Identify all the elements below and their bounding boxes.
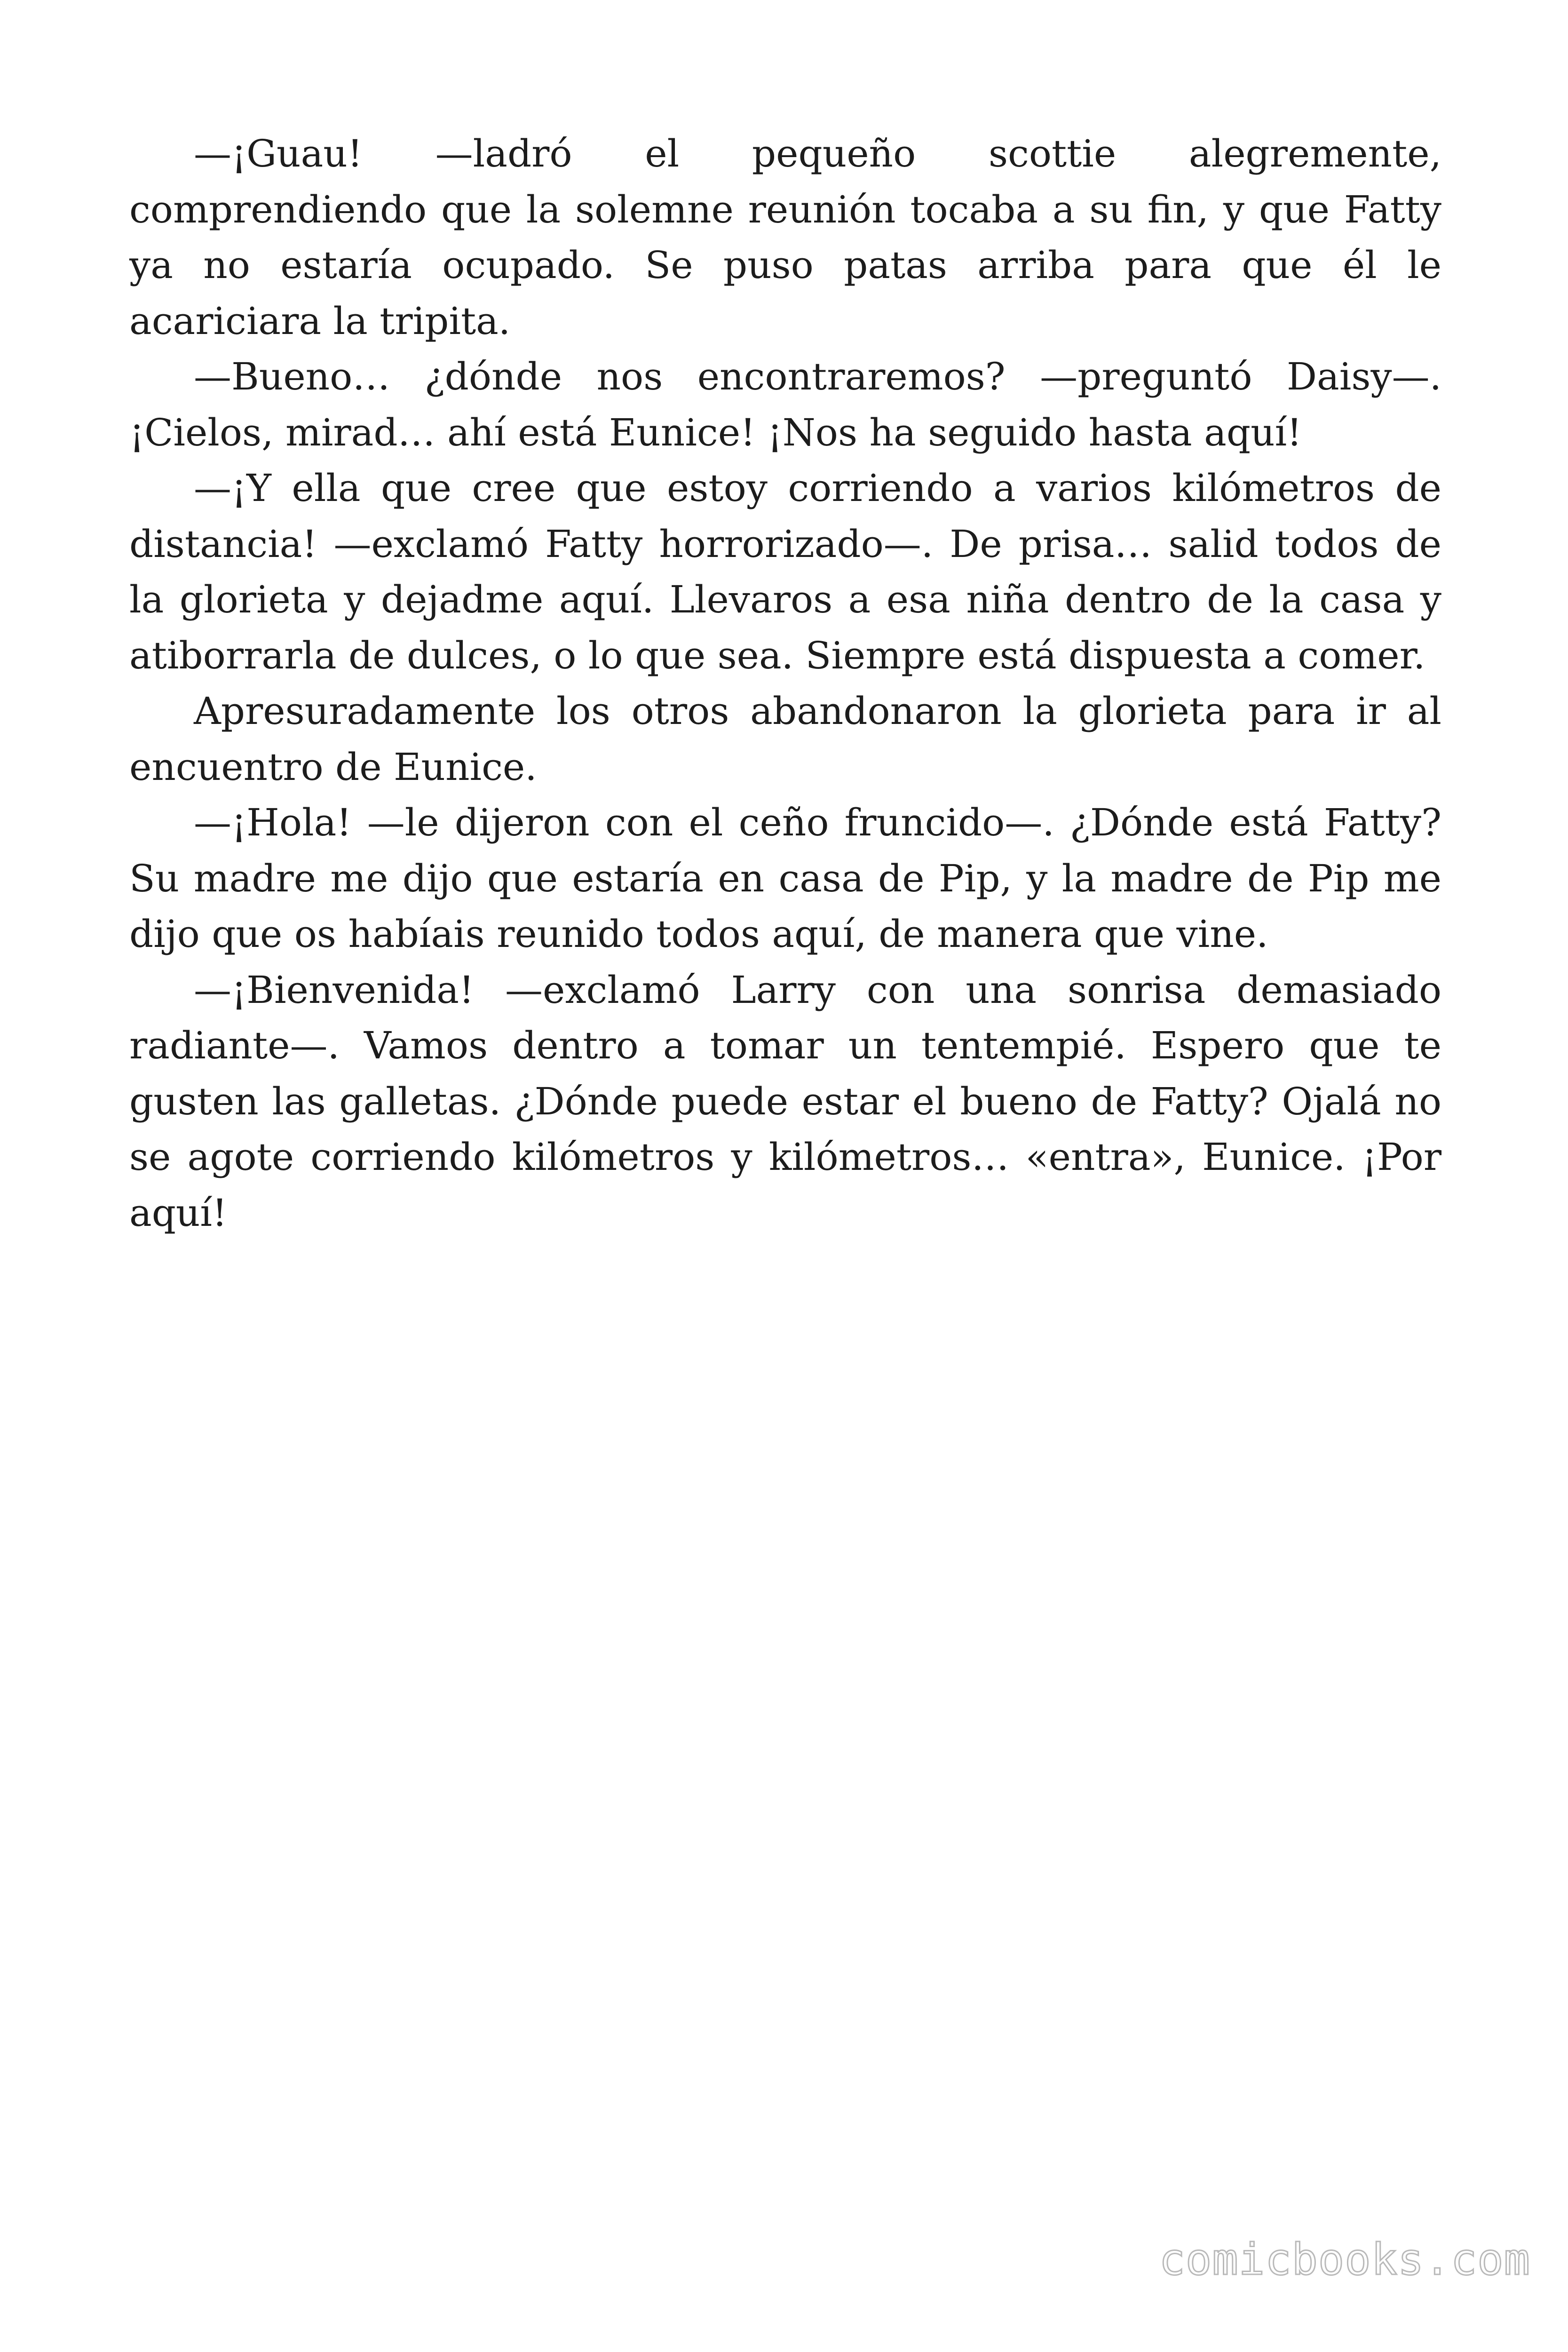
paragraph-4: Apresuradamente los otros abandonaron la glorieta para ir al encuentro de Eunice. <box>129 689 1441 789</box>
paragraph-5: —¡Hola! —le dijeron con el ceño fruncido—. ¿Dónde está Fatty? Su madre me dijo que estaría en casa de Pip, y la madre de Pip me dijo que os habíais reunido todos aquí, de manera que vine. <box>129 801 1441 956</box>
paragraph-3: —¡Y ella que cree que estoy corriendo a varios kilómetros de distancia! —exclamó Fatty horrorizado—. De prisa… salid todos de la glorieta y dejadme aquí. Llevaros a esa niña dentro de la casa y atiborrarla de dulces, o lo que sea. Siempre está dispuesta a comer. <box>129 466 1441 677</box>
paragraph-2: —Bueno… ¿dónde nos encontraremos? —preguntó Daisy—. ¡Cielos, mirad… ahí está Eunice! ¡Nos ha seguido hasta aquí! <box>129 355 1441 454</box>
watermark: comicbooks.com <box>1159 2234 1530 2285</box>
body-text <box>129 126 1441 1241</box>
paragraph-6: —¡Bienvenida! —exclamó Larry con una sonrisa demasiado radiante—. Vamos dentro a tomar un tentempié. Espero que te gusten las galletas. ¿Dónde puede estar el bueno de Fatty? Ojalá no se agote corriendo kilómetros y kilómetros… «entra», Eunice. ¡Por aquí! <box>129 968 1441 1235</box>
paragraph-1: —¡Guau! —ladró el pequeño scottie alegremente, comprendiendo que la solemne reunión tocaba a su fin, y que Fatty ya no estaría ocupado. Se puso patas arriba para que él le acariciara la tripita. <box>129 132 1441 343</box>
